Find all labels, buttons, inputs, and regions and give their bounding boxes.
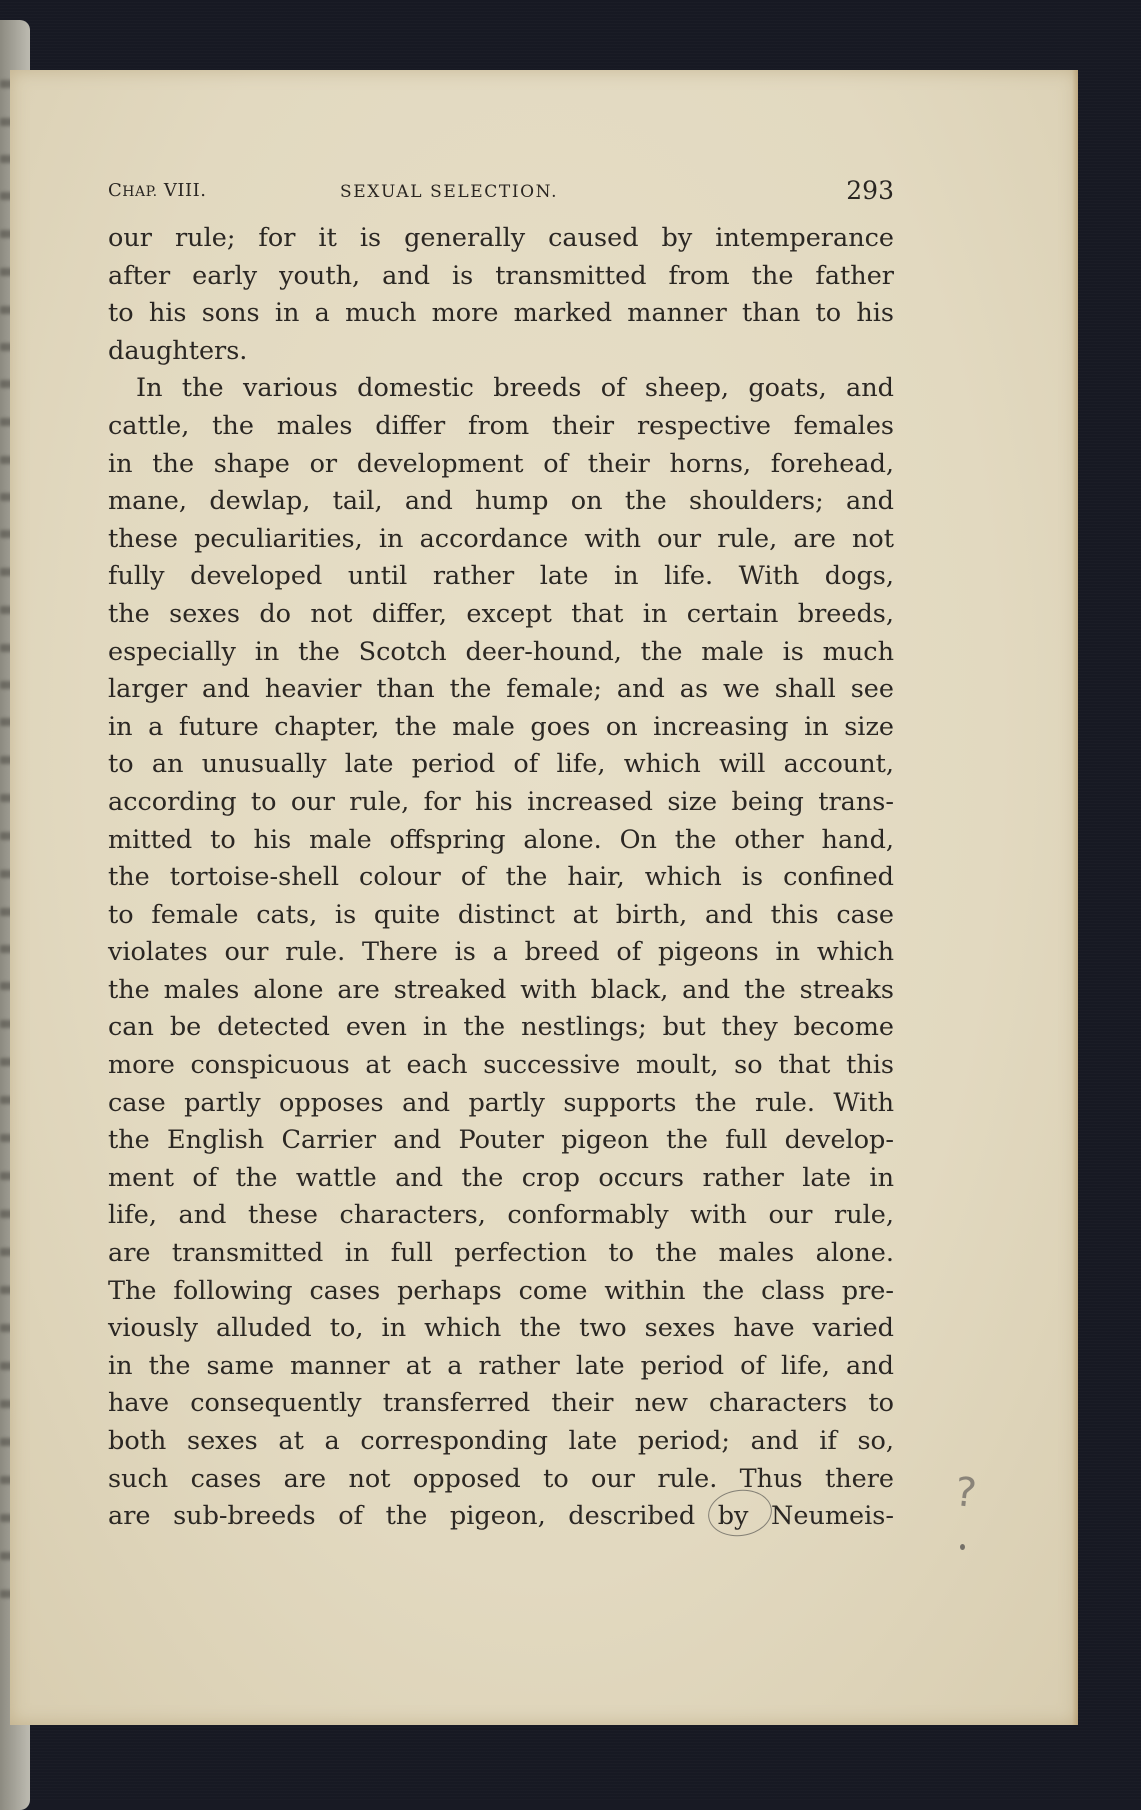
- chapter-number: VIII.: [163, 180, 207, 201]
- text-line: larger and heavier than the female; and as we shall see: [108, 674, 894, 705]
- text-line-paragraph-end: daughters.: [108, 335, 248, 366]
- text-line: the males alone are streaked with black, and the streaks: [108, 974, 894, 1005]
- text-line: in a future chapter, the male goes on increasing in size: [108, 711, 894, 742]
- text-line: in the same manner at a rather late period of life, and: [108, 1350, 894, 1381]
- text-line: The following cases perhaps come within the class pre-: [108, 1275, 894, 1306]
- text-line: case partly opposes and partly supports the rule. With: [108, 1087, 894, 1118]
- text-line: the tortoise-shell colour of the hair, which is confined: [108, 862, 894, 893]
- chapter-label: [108, 180, 206, 201]
- text-line: after early youth, and is transmitted from the father: [108, 260, 894, 291]
- text-line: have consequently transferred their new characters to: [108, 1388, 894, 1419]
- text-line: especially in the Scotch deer-hound, the male is much: [108, 636, 894, 667]
- running-title: SEXUAL SELECTION.: [340, 182, 559, 202]
- text-line: in the shape or development of their horns, forehead,: [108, 448, 894, 479]
- pencil-dot: [960, 1544, 965, 1550]
- text-line: the sexes do not differ, except that in certain breeds,: [108, 598, 894, 629]
- text-line: viously alluded to, in which the two sexes have varied: [108, 1313, 894, 1344]
- chapter-initial: C: [108, 180, 123, 201]
- text-line: mitted to his male offspring alone. On the other hand,: [108, 824, 894, 855]
- text-line: both sexes at a corresponding late period; and if so,: [108, 1426, 894, 1456]
- text-line: are sub-breeds of the pigeon, described by Neumeis-: [108, 1501, 894, 1532]
- running-head: [108, 178, 894, 208]
- text-line: cattle, the males differ from their respective females: [108, 410, 894, 441]
- text-line: can be detected even in the nestlings; but they become: [108, 1012, 894, 1043]
- text-line: violates our rule. There is a breed of pigeons in which: [108, 937, 894, 968]
- page-number: 293: [846, 176, 894, 205]
- book-page: [10, 70, 1078, 1725]
- text-line: more conspicuous at each successive moult, so that this: [108, 1050, 894, 1081]
- text-line: mane, dewlap, tail, and hump on the shoulders; and: [108, 486, 894, 517]
- text-line: fully developed until rather late in life. With dogs,: [108, 561, 894, 592]
- text-line-paragraph-start: In the various domestic breeds of sheep, goats, and: [136, 373, 894, 404]
- text-line: such cases are not opposed to our rule. Thus there: [108, 1463, 894, 1494]
- text-line: ment of the wattle and the crop occurs rather late in: [108, 1162, 894, 1193]
- text-line: to his sons in a much more marked manner than to his: [108, 298, 894, 329]
- text-line: our rule; for it is generally caused by intemperance: [108, 223, 894, 253]
- text-line: according to our rule, for his increased size being trans-: [108, 786, 894, 817]
- text-line: to an unusually late period of life, which will account,: [108, 749, 894, 780]
- text-line: life, and these characters, conformably with our rule,: [108, 1200, 894, 1231]
- text-line: these peculiarities, in accordance with our rule, are not: [108, 523, 894, 554]
- text-line: to female cats, is quite distinct at birth, and this case: [108, 899, 894, 930]
- chapter-small-caps: HAP.: [122, 184, 158, 200]
- text-line: the English Carrier and Pouter pigeon the full develop-: [108, 1125, 894, 1156]
- pencil-question-mark: ?: [952, 1469, 979, 1517]
- text-line: are transmitted in full perfection to the males alone.: [108, 1238, 894, 1269]
- body-text: [108, 220, 894, 1536]
